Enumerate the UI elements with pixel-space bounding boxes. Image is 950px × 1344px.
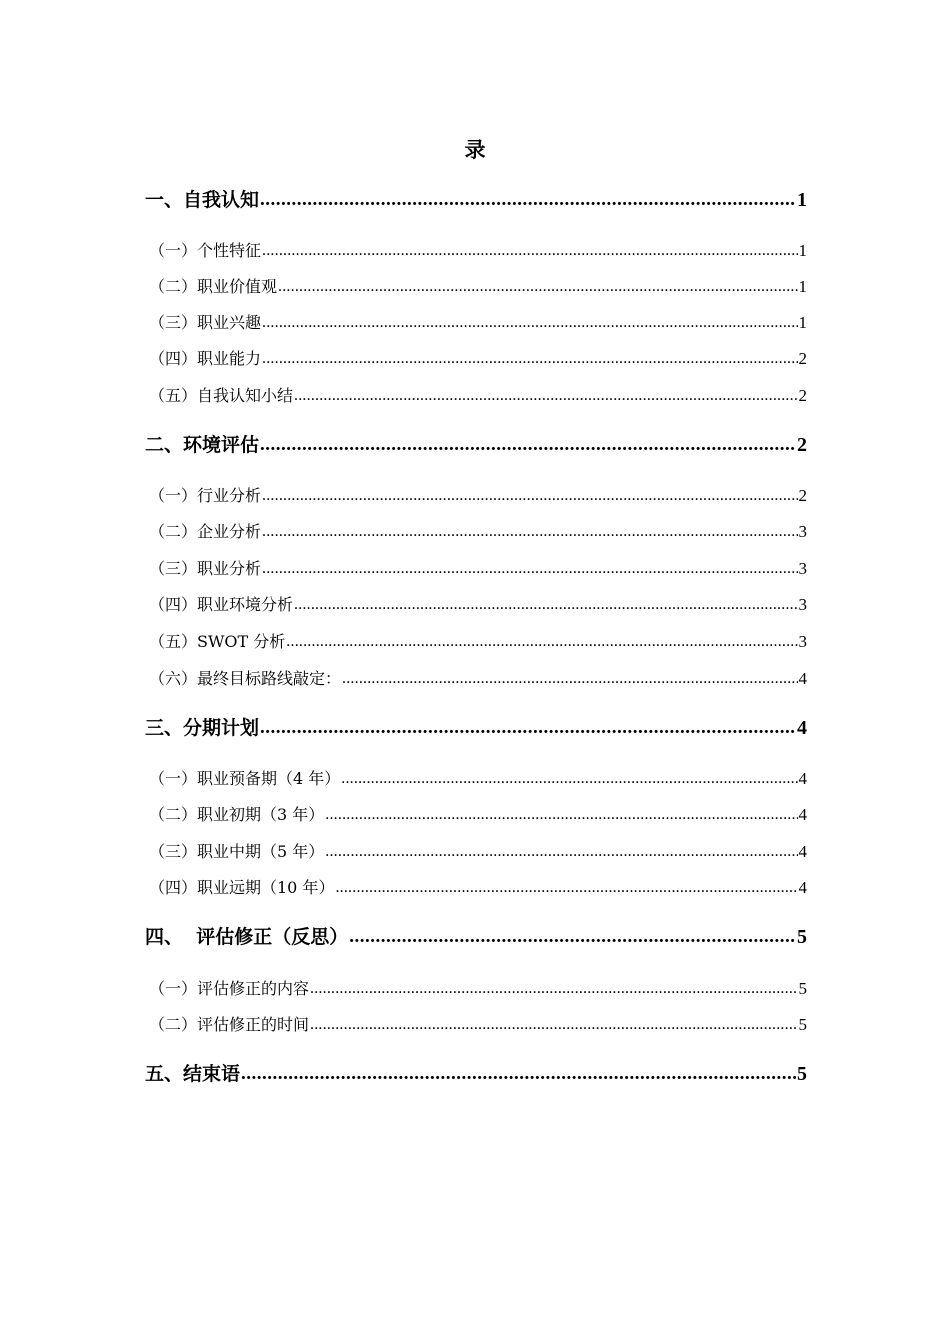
toc-item[interactable] [145,239,807,263]
toc-item-label: （四）职业环境分析 [149,595,294,614]
toc-page-number: 2 [798,386,807,405]
toc-section-5[interactable] [145,1060,807,1088]
dot-leader [260,186,796,214]
toc-page-number: 2 [797,434,807,456]
toc-page-number: 3 [798,632,807,651]
toc-page-number: 3 [798,522,807,541]
toc-page-number: 5 [798,979,807,998]
dot-leader [335,876,797,900]
toc-item-label: （三）职业分析 [149,559,262,578]
toc-item[interactable] [145,311,807,335]
toc-page-number: 4 [798,878,807,897]
toc-item[interactable] [145,593,807,617]
toc-section-title: 四、 评估修正（反思） [145,926,349,948]
dot-leader [260,431,796,459]
toc-item[interactable] [145,667,807,691]
toc-page-number: 4 [797,717,807,739]
toc-item[interactable] [145,520,807,544]
toc-page-number: 4 [798,805,807,824]
toc-item[interactable] [145,876,807,900]
toc-item[interactable] [145,803,807,827]
toc-page-number: 4 [798,842,807,861]
toc-section-4[interactable] [145,923,807,951]
toc-item-label: （五）SWOT 分析 [149,632,286,651]
dot-leader [241,1060,796,1088]
toc-item[interactable] [145,384,807,408]
dot-leader [349,923,796,951]
dot-leader [262,239,797,263]
toc-item[interactable] [145,1013,807,1037]
dot-leader [262,311,797,335]
toc-page-number: 5 [797,926,807,948]
toc-item-label: （一）个性特征 [149,241,262,260]
dot-leader [262,484,797,508]
toc-item-label: （一）评估修正的内容 [149,979,310,998]
toc-item[interactable] [145,275,807,299]
toc-item[interactable] [145,347,807,371]
toc-item-label: （四）职业能力 [149,349,262,368]
dot-leader [262,557,797,581]
toc-item-label: （三）职业兴趣 [149,313,262,332]
toc-item-label: （一）行业分析 [149,486,262,505]
toc-item-label: （六）最终目标路线敲定： [149,669,342,688]
dot-leader [262,520,797,544]
toc-item[interactable] [145,840,807,864]
toc-item[interactable] [145,484,807,508]
toc-item-label: （一）职业预备期（4 年） [149,769,341,788]
dot-leader [262,347,797,371]
toc-item-label: （五）自我认知小结 [149,386,294,405]
dot-leader [325,803,797,827]
toc-section-title: 五、结束语 [145,1063,241,1085]
toc-item-label: （二）职业价值观 [149,277,278,296]
toc-page-number: 2 [798,349,807,368]
toc-item[interactable] [145,630,807,654]
toc-page-number: 1 [798,277,807,296]
toc-item-label: （四）职业远期（10 年） [149,878,335,897]
toc-page-number: 1 [798,241,807,260]
dot-leader [310,1013,797,1037]
dot-leader [294,593,797,617]
toc-page-number: 5 [798,1015,807,1034]
toc-section-title: 一、自我认知 [145,189,260,211]
dot-leader [325,840,797,864]
dot-leader [342,667,797,691]
dot-leader [286,630,797,654]
toc-item-label: （二）企业分析 [149,522,262,541]
toc-page-number: 4 [798,769,807,788]
toc-page-number: 3 [798,559,807,578]
dot-leader [294,384,797,408]
toc-section-3[interactable] [145,714,807,742]
toc-page-number: 1 [797,189,807,211]
toc-section-title: 三、分期计划 [145,717,260,739]
toc-item[interactable] [145,977,807,1001]
toc-item-label: （三）职业中期（5 年） [149,842,325,861]
toc-page-number: 1 [798,313,807,332]
toc-page-number: 4 [798,669,807,688]
toc-item[interactable] [145,767,807,791]
toc-section-1[interactable] [145,186,807,214]
toc-page-number: 2 [798,486,807,505]
dot-leader [341,767,797,791]
toc-item-label: （二）评估修正的时间 [149,1015,310,1034]
dot-leader [260,714,796,742]
toc-item-label: （二）职业初期（3 年） [149,805,325,824]
toc-page-number: 5 [797,1063,807,1085]
toc-title: 录 [464,138,486,162]
toc-page-number: 3 [798,595,807,614]
toc-section-2[interactable] [145,431,807,459]
toc-section-title: 二、环境评估 [145,434,260,456]
dot-leader [278,275,797,299]
dot-leader [310,977,797,1001]
toc-item[interactable] [145,557,807,581]
